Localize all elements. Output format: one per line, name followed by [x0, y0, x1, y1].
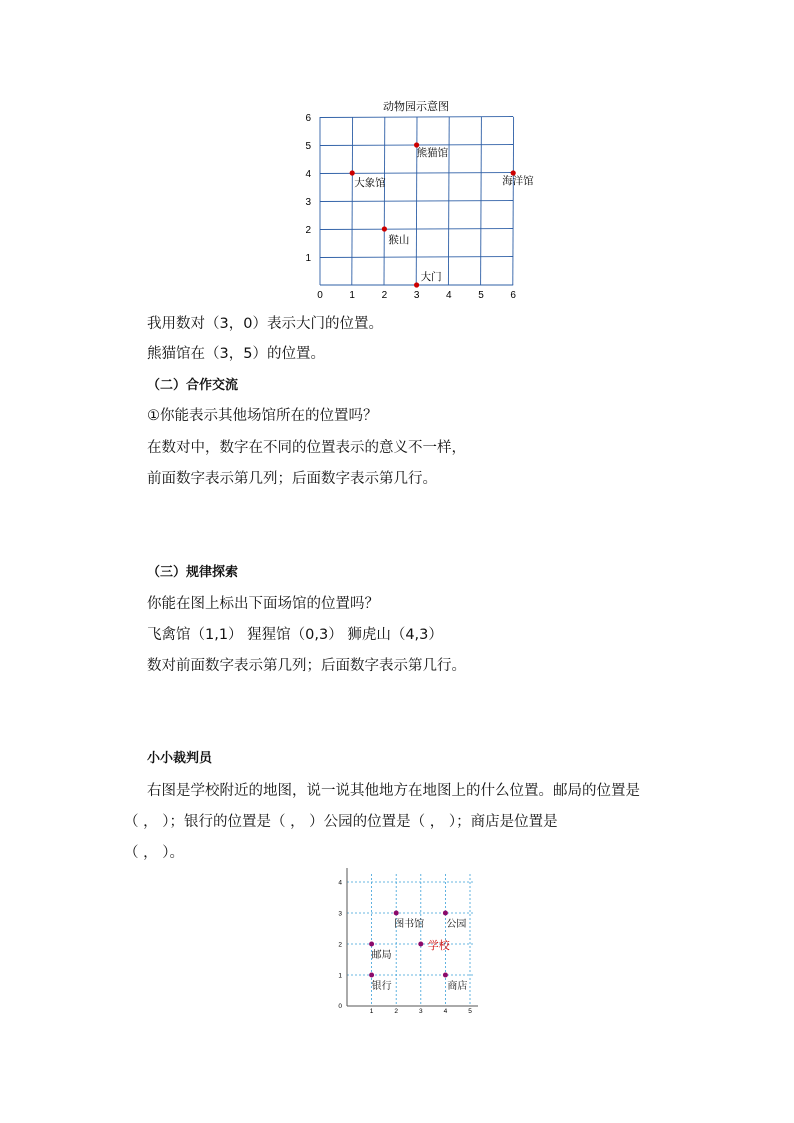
zoo-point-label: 猴山: [388, 234, 410, 246]
school-point-dot: [443, 911, 448, 916]
school-x-tick: 5: [468, 1008, 472, 1015]
section-heading-explore: （三）规律探索: [147, 565, 239, 580]
school-point-label: 学校: [427, 939, 450, 952]
zoo-grid-hline: [320, 173, 513, 174]
school-x-tick: 2: [394, 1008, 399, 1015]
school-y-tick: 3: [338, 910, 342, 918]
text-line-map-intro: 右图是学校附近的地图，说一说其他地方在地图上的什么位置。邮局的位置是: [147, 783, 640, 799]
school-x-tick: 4: [443, 1008, 448, 1015]
text-line-gate-pair: 我用数对（3，0）表示大门的位置。: [147, 316, 383, 332]
zoo-x-tick: 6: [510, 290, 516, 301]
zoo-point-dot: [414, 282, 419, 287]
section-heading-judge: 小小裁判员: [147, 751, 213, 766]
school-axis-ticks: [338, 880, 472, 1016]
zoo-map-title: 动物园示意图: [383, 100, 449, 113]
text-line-mark-question: 你能在图上标出下面场馆的位置吗？: [147, 596, 379, 612]
section-heading-cooperate: （二）合作交流: [147, 378, 239, 393]
zoo-x-tick: 0: [317, 290, 323, 301]
zoo-y-tick: 3: [305, 197, 311, 208]
school-point-dot: [394, 911, 399, 916]
zoo-grid-vline: [513, 117, 514, 285]
zoo-point-label: 大门: [420, 271, 442, 283]
zoo-point-dot: [382, 226, 387, 231]
text-line-rule: 前面数字表示第几列；后面数字表示第几行。: [147, 471, 437, 487]
text-line-panda-pair: 熊猫馆在（3，5）的位置。: [147, 346, 325, 362]
school-x-tick: 1: [369, 1008, 374, 1015]
school-point-label: 图书馆: [394, 919, 425, 930]
school-map: [330, 868, 490, 1018]
zoo-grid-hline: [320, 229, 513, 230]
zoo-y-tick: 1: [305, 253, 311, 264]
zoo-axis-ticks: [305, 113, 516, 301]
zoo-x-tick: 5: [478, 290, 484, 301]
zoo-point-label: 大象馆: [354, 177, 386, 189]
text-line-rule-2: 数对前面数字表示第几列；后面数字表示第几行。: [147, 658, 466, 674]
zoo-y-tick: 5: [305, 141, 311, 152]
zoo-y-tick: 2: [305, 225, 311, 236]
school-point-label: 商店: [447, 981, 468, 992]
zoo-grid-hline: [320, 201, 513, 202]
school-point-label: 银行: [371, 981, 392, 992]
text-line-meaning: 在数对中，数字在不同的位置表示的意义不一样，: [147, 440, 466, 456]
zoo-x-tick: 3: [413, 290, 420, 301]
zoo-y-tick: 6: [305, 113, 311, 124]
zoo-grid-hline: [320, 257, 513, 258]
school-origin: 0: [338, 1003, 342, 1010]
school-point-dot: [369, 942, 374, 947]
zoo-x-tick: 4: [446, 290, 452, 301]
zoo-grid-hline: [320, 117, 513, 118]
school-points: [369, 911, 467, 993]
school-x-tick: 3: [418, 1008, 423, 1015]
text-line-question: ①你能表示其他场馆所在的位置吗？: [147, 408, 378, 424]
text-line-venues: 飞禽馆（1,1） 猩猩馆（0,3） 狮虎山（4,3）: [147, 627, 443, 643]
zoo-x-tick: 1: [349, 290, 355, 301]
school-point-dot: [443, 973, 448, 978]
zoo-map: [300, 96, 540, 306]
school-point-label: 邮局: [371, 950, 392, 961]
school-y-tick: 2: [338, 941, 342, 949]
school-y-tick: 1: [338, 972, 342, 980]
zoo-y-tick: 4: [305, 169, 311, 180]
school-point-dot: [369, 973, 374, 978]
zoo-points: [350, 142, 535, 287]
school-y-tick: 4: [338, 879, 342, 887]
zoo-grid: [320, 117, 514, 286]
zoo-point-label: 熊猫馆: [416, 147, 449, 159]
zoo-point-dot: [350, 170, 355, 175]
school-point-dot: [418, 942, 423, 947]
zoo-x-tick: 2: [381, 290, 388, 301]
text-line-blanks-2: （ ， ）。: [124, 845, 184, 861]
text-line-blanks: （ ， ）；银行的位置是（ ， ）公园的位置是（ ， ）；商店是位置是: [124, 814, 558, 830]
zoo-point-label: 海洋馆: [502, 175, 534, 187]
school-point-label: 公园: [446, 919, 467, 930]
